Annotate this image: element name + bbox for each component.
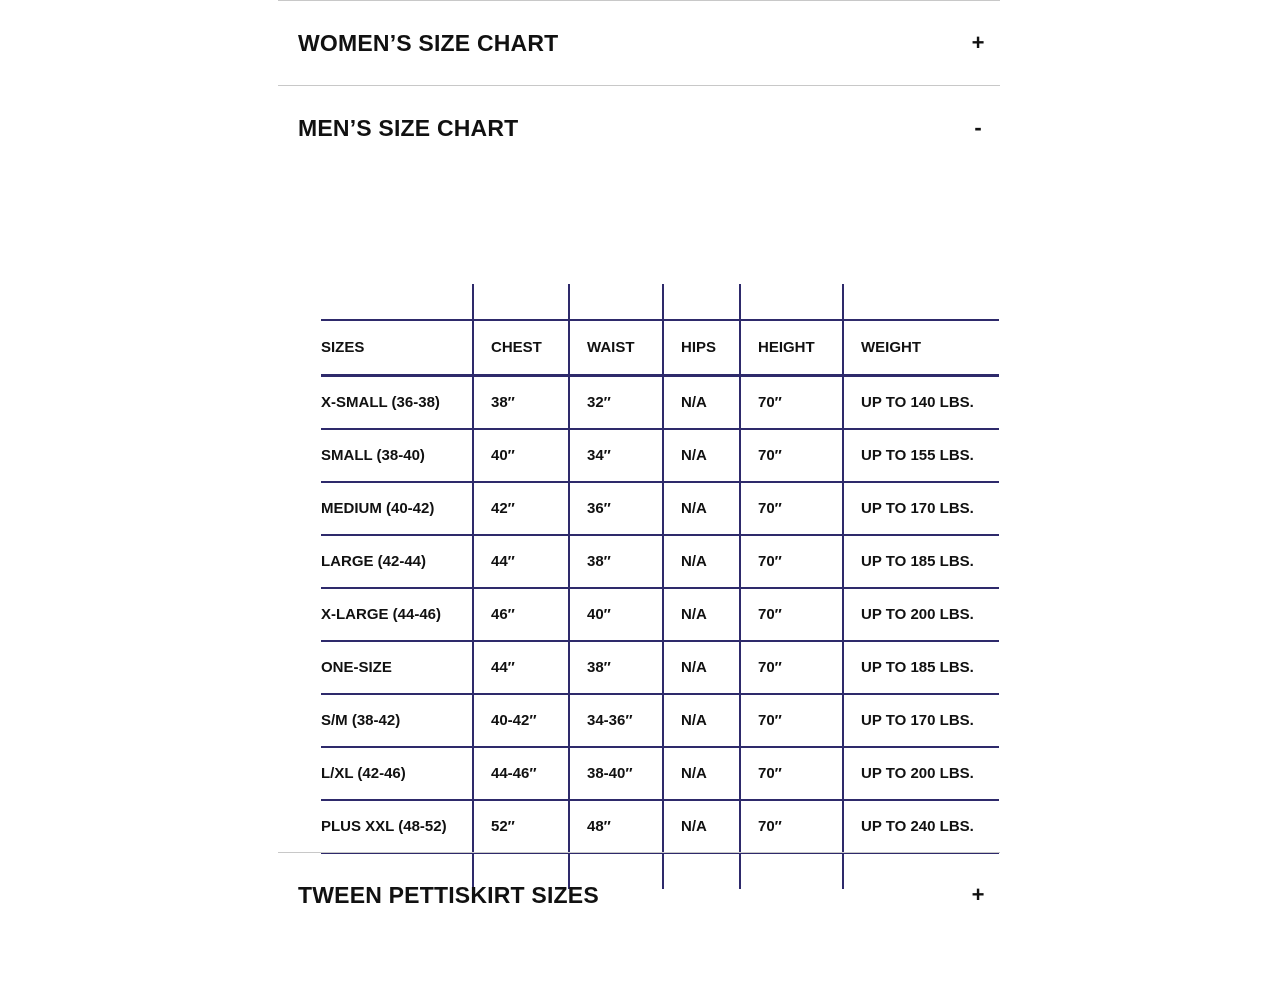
cell-waist: 32″ bbox=[569, 376, 663, 430]
table-row bbox=[321, 641, 999, 694]
cell-hips: N/A bbox=[663, 747, 740, 800]
cell-weight: UP TO 155 LBS. bbox=[843, 429, 999, 482]
cell-height: 70″ bbox=[740, 535, 843, 588]
table-row bbox=[321, 482, 999, 535]
cell-height: 70″ bbox=[740, 482, 843, 535]
cell-height: 70″ bbox=[740, 429, 843, 482]
collapse-icon[interactable]: - bbox=[974, 115, 982, 140]
cell-waist: 38″ bbox=[569, 535, 663, 588]
cell-weight: UP TO 185 LBS. bbox=[843, 641, 999, 694]
table-row bbox=[321, 694, 999, 747]
table-row bbox=[321, 535, 999, 588]
cell-hips: N/A bbox=[663, 800, 740, 853]
cell-height: 70″ bbox=[740, 694, 843, 747]
cell-hips: N/A bbox=[663, 429, 740, 482]
expand-icon[interactable]: + bbox=[971, 882, 985, 907]
cell-size: X-SMALL (36-38) bbox=[321, 376, 473, 430]
cell-waist: 48″ bbox=[569, 800, 663, 853]
cell-weight: UP TO 185 LBS. bbox=[843, 535, 999, 588]
table-row bbox=[321, 800, 999, 853]
cell-waist: 34-36″ bbox=[569, 694, 663, 747]
cell-weight: UP TO 140 LBS. bbox=[843, 376, 999, 430]
cell-size: PLUS XXL (48-52) bbox=[321, 800, 473, 853]
column-header-waist: WAIST bbox=[569, 320, 663, 376]
tween-pettiskirt-sizes-section bbox=[278, 852, 1000, 937]
cell-waist: 38-40″ bbox=[569, 747, 663, 800]
cell-weight: UP TO 170 LBS. bbox=[843, 694, 999, 747]
cell-chest: 46″ bbox=[473, 588, 569, 641]
cell-hips: N/A bbox=[663, 588, 740, 641]
column-header-height: HEIGHT bbox=[740, 320, 843, 376]
cell-chest: 52″ bbox=[473, 800, 569, 853]
table-top-spacer bbox=[321, 284, 999, 320]
mens-size-table bbox=[321, 284, 999, 889]
cell-height: 70″ bbox=[740, 376, 843, 430]
cell-waist: 34″ bbox=[569, 429, 663, 482]
mens-size-chart-body bbox=[278, 170, 1000, 852]
cell-height: 70″ bbox=[740, 641, 843, 694]
table-row bbox=[321, 588, 999, 641]
expand-icon[interactable]: + bbox=[971, 30, 985, 55]
cell-chest: 40-42″ bbox=[473, 694, 569, 747]
cell-height: 70″ bbox=[740, 747, 843, 800]
cell-hips: N/A bbox=[663, 535, 740, 588]
cell-hips: N/A bbox=[663, 641, 740, 694]
cell-size: X-LARGE (44-46) bbox=[321, 588, 473, 641]
cell-size: L/XL (42-46) bbox=[321, 747, 473, 800]
cell-chest: 44″ bbox=[473, 535, 569, 588]
table-row bbox=[321, 429, 999, 482]
womens-size-chart-title: WOMEN’S SIZE CHART bbox=[298, 29, 559, 56]
size-chart-accordion bbox=[278, 0, 1000, 937]
cell-waist: 38″ bbox=[569, 641, 663, 694]
table-row bbox=[321, 747, 999, 800]
mens-size-chart-title: MEN’S SIZE CHART bbox=[298, 114, 519, 141]
column-header-hips: HIPS bbox=[663, 320, 740, 376]
table-header-row bbox=[321, 320, 999, 376]
cell-size: S/M (38-42) bbox=[321, 694, 473, 747]
tween-pettiskirt-sizes-header[interactable] bbox=[278, 853, 1000, 937]
column-header-weight: WEIGHT bbox=[843, 320, 999, 376]
mens-size-chart-section bbox=[278, 85, 1000, 852]
cell-weight: UP TO 170 LBS. bbox=[843, 482, 999, 535]
cell-height: 70″ bbox=[740, 800, 843, 853]
cell-hips: N/A bbox=[663, 376, 740, 430]
cell-waist: 36″ bbox=[569, 482, 663, 535]
cell-hips: N/A bbox=[663, 482, 740, 535]
cell-size: LARGE (42-44) bbox=[321, 535, 473, 588]
column-header-sizes: SIZES bbox=[321, 320, 473, 376]
mens-size-chart-header[interactable] bbox=[278, 86, 1000, 170]
cell-waist: 40″ bbox=[569, 588, 663, 641]
cell-chest: 40″ bbox=[473, 429, 569, 482]
cell-chest: 42″ bbox=[473, 482, 569, 535]
tween-pettiskirt-sizes-title: TWEEN PETTISKIRT SIZES bbox=[298, 881, 599, 908]
cell-size: ONE-SIZE bbox=[321, 641, 473, 694]
cell-hips: N/A bbox=[663, 694, 740, 747]
cell-chest: 44″ bbox=[473, 641, 569, 694]
cell-chest: 44-46″ bbox=[473, 747, 569, 800]
column-header-chest: CHEST bbox=[473, 320, 569, 376]
cell-weight: UP TO 200 LBS. bbox=[843, 747, 999, 800]
cell-height: 70″ bbox=[740, 588, 843, 641]
table-row bbox=[321, 376, 999, 430]
cell-weight: UP TO 200 LBS. bbox=[843, 588, 999, 641]
cell-size: MEDIUM (40-42) bbox=[321, 482, 473, 535]
cell-size: SMALL (38-40) bbox=[321, 429, 473, 482]
cell-chest: 38″ bbox=[473, 376, 569, 430]
womens-size-chart-header[interactable] bbox=[278, 1, 1000, 85]
cell-weight: UP TO 240 LBS. bbox=[843, 800, 999, 853]
womens-size-chart-section bbox=[278, 0, 1000, 85]
